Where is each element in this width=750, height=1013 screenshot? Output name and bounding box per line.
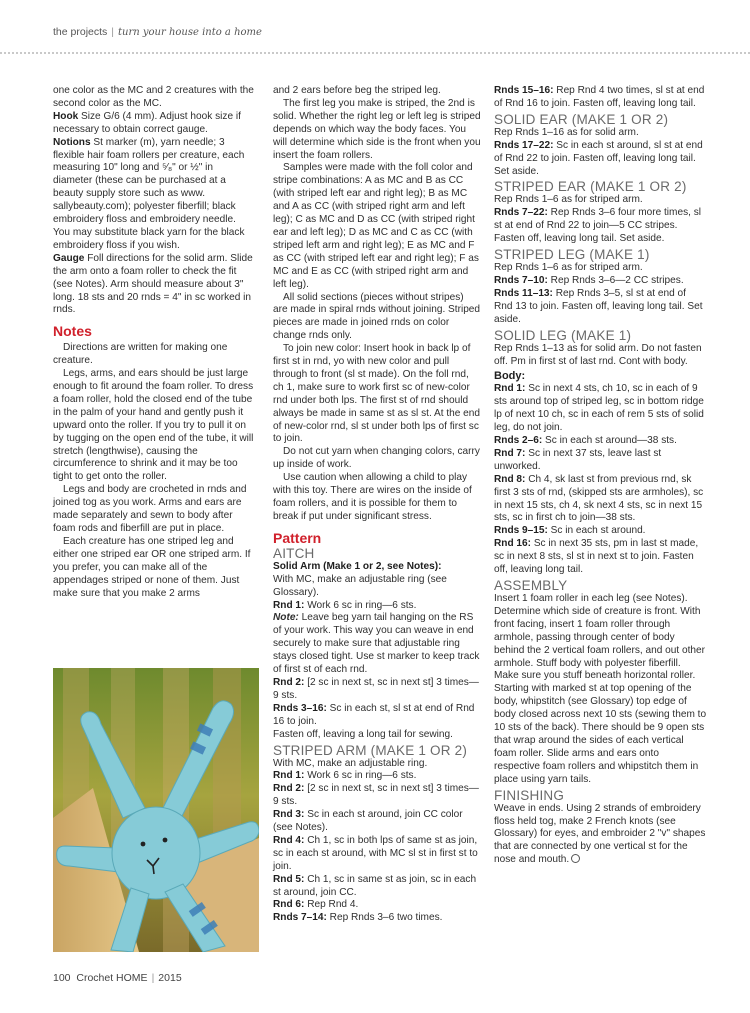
- instruction-line: [494, 140, 707, 179]
- round-text: [2 sc in next st, sc in next st] 3 times—9 sts.: [273, 676, 479, 701]
- round-label: Rnds 9–15:: [494, 525, 548, 537]
- body-paragraph: Use caution when allowing a child to play with this toy. There are wires on the inside of foam rollers, and it is possible for them to break if put under significant stress.: [273, 472, 472, 522]
- round-text: Rep Rnds 3–6—2 CC stripes.: [547, 274, 684, 286]
- pattern-heading: Pattern: [273, 529, 322, 546]
- round-label: Rnds 2–6:: [494, 435, 543, 447]
- round-label: Rnd 2:: [273, 676, 305, 688]
- round-label: Rnds 17–22:: [494, 139, 554, 151]
- round-label: Rnd 5:: [273, 873, 305, 885]
- gauge-label: Gauge: [53, 252, 85, 264]
- instruction-line: [273, 835, 481, 874]
- notes-paragraph: Directions are written for making one creature.: [53, 342, 228, 367]
- finishing-paragraph: [494, 803, 707, 868]
- instruction-line: Rep Rnds 1–16 as for solid arm.: [494, 126, 639, 138]
- round-text: Sc in each st around, sl st at end of Rnd 22 to join. Fasten off, leaving long tail. Set aside.: [494, 139, 703, 177]
- round-text: Rep Rnds 3–5, sl st at end of Rnd 13 to join. Fasten off, leaving long tail. Set aside.: [494, 287, 703, 325]
- notes-paragraph: Each creature has one striped leg and either one striped ear OR one striped arm. If you prefer, you can make all of the appendages striped or none of them. Just make sure that you make 2 arms: [53, 535, 251, 599]
- assembly-heading: ASSEMBLY: [494, 578, 568, 593]
- hook-paragraph: [53, 111, 254, 137]
- finishing-text: Weave in ends. Using 2 strands of embroidery floss held tog, make 2 French knots (see Glossary) for eyes, and embroider 2 "v" shapes that are connected by one vertical st for the nose and mouth.: [494, 802, 706, 866]
- instruction-line: Fasten off, leaving a long tail for sewing.: [273, 728, 453, 740]
- instruction-line: [494, 288, 707, 327]
- round-label: Rnds 7–14:: [273, 912, 327, 924]
- aitch-heading: AITCH: [273, 545, 315, 561]
- round-label: Rnd 6:: [273, 899, 305, 911]
- note-label: Note:: [273, 612, 299, 624]
- round-label: Rnd 7:: [494, 447, 526, 459]
- round-label: Rnd 1:: [273, 770, 305, 782]
- column-3: [494, 85, 707, 867]
- finishing-heading: FINISHING: [494, 787, 565, 803]
- round-label: Rnd 1:: [494, 383, 526, 395]
- instruction-line: With MC, make an adjustable ring (see Glossary).: [273, 573, 447, 598]
- round-text: Rep Rnd 4 two times, sl st at end of Rnd 16 to join. Fasten off, leaving long tail.: [494, 85, 705, 109]
- instruction-line: [494, 383, 707, 435]
- gauge-text: Foll directions for the solid arm. Slide the arm onto a foam roller to check the fit (see Notes). Arm should measure about 3" long. 18 sts and 20 rnds = 4" in sc worked in rnds.: [53, 252, 253, 316]
- notions-text: St marker (m), yarn needle; 3 flexible hair foam rollers per creature, each measuring 10" long and ⁵⁄₈" or ½" in diameter (these can be purchased at a beauty supply store such as www. sallybeauty.com); polyester fiberfill; black embroidery floss and embroidery needle. You may substitute black yarn for the black embroidery floss if you wish.: [53, 136, 245, 251]
- round-text: Sc in each st, sl st at end of Rnd 16 to join.: [273, 702, 475, 727]
- round-label: Rnd 8:: [494, 473, 526, 485]
- header-dotted-rule: [0, 52, 750, 54]
- instruction-line: [273, 899, 481, 912]
- instruction-line: [273, 677, 481, 703]
- round-label: Rnd 4:: [273, 834, 305, 846]
- solid-arm-label: Solid Arm (Make 1 or 2, see Notes):: [273, 560, 442, 572]
- round-text: Rep Rnd 4.: [304, 899, 359, 911]
- footer-separator: |: [151, 972, 155, 984]
- intro-paragraph: one color as the MC and 2 creatures with the second color as the MC.: [53, 85, 254, 109]
- page-header: [53, 26, 262, 38]
- body-heading: Body:: [494, 370, 526, 383]
- round-label: Rnds 7–10:: [494, 274, 548, 286]
- round-text: Sc in next 37 sts, leave last st unworked.: [494, 447, 662, 472]
- instruction-line: [273, 561, 481, 574]
- instruction-line: [273, 703, 481, 729]
- notes-paragraph: Legs, arms, and ears should be just large enough to fit around the foam roller. To dress a foam roller, hold the closed end of the tube in the palm of your hand and gently push it upward onto the roller. If you try to pull it on by tugging on the open end of the tube, it will stretch (lengthwise), causing the circumference to shrink and it may be too tight to get onto the roller.: [53, 368, 254, 483]
- striped-ear-heading: STRIPED EAR (MAKE 1 OR 2): [494, 179, 687, 195]
- notes-heading: Notes: [53, 323, 92, 340]
- instruction-line: [494, 275, 707, 288]
- header-tagline: turn your house into a home: [118, 27, 262, 38]
- round-text: Sc in each st around—38 sts.: [542, 435, 677, 447]
- round-text: Ch 4, sk last st from previous rnd, sk first 3 sts of rnd, (skipped sts are armholes), sc in next 15 sts, ch 4, sk next 4 sts, sc in next 15 sts, sc in first ch to join—38 sts.: [494, 473, 704, 524]
- round-label: Rnd 16:: [494, 538, 532, 550]
- round-label: Rnds 15–16:: [494, 85, 554, 96]
- round-text: Sc in each st around.: [547, 525, 646, 537]
- header-section: the projects: [53, 26, 108, 38]
- round-text: Sc in next 4 sts, ch 10, sc in each of 9 sts around top of striped leg, sc in bottom ridge lp of next 10 ch, sc in each of rem 5 sts of solid leg, do not join.: [494, 383, 704, 434]
- page-number: 100: [53, 972, 71, 984]
- round-label: Rnd 2:: [273, 783, 305, 795]
- instruction-line: [494, 538, 707, 577]
- instruction-line: [273, 809, 481, 835]
- instruction-line: [273, 912, 481, 925]
- note-text: Leave beg yarn tail hanging on the RS of your work. This way you can weave in end securely to make sure that adjustable ring stays closed tight. Use st marker to keep track of first st of each rnd.: [273, 612, 480, 676]
- round-text: Ch 1, sc in both lps of same st as join, sc in each st around, with MC sl st in first st to join.: [273, 834, 478, 872]
- instruction-line: [494, 448, 707, 474]
- body-paragraph: Do not cut yarn when changing colors, carry up inside of work.: [273, 446, 480, 471]
- body-paragraph: Samples were made with the foll color and stripe combinations: A as MC and B as CC (with striped left ear and right leg); B as MC and A as CC (with striped right arm and left leg); C as MC and D as CC (with striped right ear and left leg); D as MC and C as CC (with striped left arm and right leg); E as MC and F as CC (with striped left ear and right leg); F as MC and E as CC (with striped right arm and left leg).: [273, 162, 479, 290]
- round-text: Sc in each st around, join CC color (see Notes).: [273, 809, 463, 834]
- header-separator: |: [111, 26, 115, 38]
- instruction-line: [273, 770, 481, 783]
- assembly-paragraph: Insert 1 foam roller in each leg (see Notes). Determine which side of creature is front. With front facing, insert 1 foam roller through armhole, passing through center of body behind the 2 vertical foam rollers, and out other armhole. Stuff body with polyester fiberfill. Make sure you stuff beneath horizontal roller. Starting with marked st at top opening of the body, whipstitch (see Glossary) top edge of body closed across next 10 sts (sewing them to 10 sts of the back). There should be 9 open sts that wrap around the sides of each vertical foam roller. Slide arms and ears onto respective foam rollers and whipstitch them in place using yarn tails.: [494, 593, 707, 785]
- round-text: [2 sc in next st, sc in next st] 3 times—9 sts.: [273, 783, 479, 808]
- instruction-line: [494, 85, 707, 111]
- issue-year: 2015: [158, 972, 182, 984]
- body-paragraph: The first leg you make is striped, the 2nd is solid. Whether the right leg or left leg is striped depends on which way the body faces. You will determine which side is the front when you insert the foam rollers.: [273, 97, 481, 161]
- end-of-article-icon: [571, 854, 580, 863]
- notions-label: Notions: [53, 136, 91, 148]
- hook-text: Size G/6 (4 mm). Adjust hook size if necessary to obtain correct gauge.: [53, 110, 241, 135]
- round-label: Rnds 11–13:: [494, 287, 553, 299]
- gauge-paragraph: [53, 253, 254, 318]
- round-text: Rep Rnds 3–6 four more times, sl st at end of Rnd 22 to join—5 CC stripes. Fasten off, leaving long tail. Set aside.: [494, 207, 702, 245]
- instruction-line: [494, 207, 707, 246]
- instruction-line: [273, 783, 481, 809]
- round-text: Ch 1, sc in same st as join, sc in each st around, join CC.: [273, 873, 477, 898]
- notions-paragraph: [53, 137, 254, 253]
- page-footer: [53, 972, 182, 984]
- round-text: Rep Rnds 3–6 two times.: [326, 912, 443, 924]
- striped-arm-heading: STRIPED ARM (MAKE 1 OR 2): [273, 742, 468, 758]
- instruction-line: [273, 874, 481, 900]
- instruction-line: [273, 600, 481, 613]
- notes-paragraph: Legs and body are crocheted in rnds and joined tog as you work. Arms and ears are made separately and sewn to body after foam rods and fiberfill are put in place.: [53, 484, 247, 534]
- instruction-line: [494, 435, 707, 448]
- body-paragraph: All solid sections (pieces without stripes) are made in spiral rnds without joining. Striped pieces are made in joined rnds on color change rnds only.: [273, 291, 481, 342]
- creature-photo: [53, 668, 259, 952]
- column-2: [273, 85, 481, 925]
- round-label: Rnds 3–16:: [273, 702, 327, 714]
- instruction-line: [273, 612, 481, 677]
- round-text: Work 6 sc in ring—6 sts.: [304, 599, 417, 611]
- striped-leg-heading: STRIPED LEG (MAKE 1): [494, 247, 650, 263]
- body-paragraph: and 2 ears before beg the striped leg.: [273, 85, 441, 96]
- instruction-line: With MC, make an adjustable ring.: [273, 757, 428, 769]
- round-label: Rnds 7–22:: [494, 207, 548, 219]
- instruction-line: Rep Rnds 1–13 as for solid arm. Do not fasten off. Pm in first st of last rnd. Cont with body.: [494, 342, 702, 367]
- round-text: Work 6 sc in ring—6 sts.: [304, 770, 417, 782]
- solid-leg-heading: SOLID LEG (MAKE 1): [494, 327, 632, 343]
- instruction-line: Rep Rnds 1–6 as for striped arm.: [494, 262, 643, 274]
- magazine-name: Crochet HOME: [76, 972, 148, 984]
- instruction-line: [494, 525, 707, 538]
- solid-ear-heading: SOLID EAR (MAKE 1 OR 2): [494, 111, 669, 127]
- round-label: Rnd 1:: [273, 599, 305, 611]
- instruction-line: [494, 474, 707, 526]
- hook-label: Hook: [53, 110, 79, 122]
- instruction-line: Rep Rnds 1–6 as for striped arm.: [494, 194, 643, 206]
- column-1: [53, 85, 254, 600]
- crochet-creature-illustration: [53, 668, 259, 952]
- round-label: Rnd 3:: [273, 809, 305, 821]
- body-paragraph: To join new color: Insert hook in back lp of first st in rnd, yo with new color and pull through to front (sl st made). On the foll rnd, ch 1, make sure to work first sc of new-color rnd under both lps. The first st of rnd should always be made in same st as sl st. At the end of new-color rnd, sl st under both lps of first sc to join.: [273, 343, 481, 445]
- round-text: Sc in next 35 sts, pm in last st made, sc in next 8 sts, sl st in next st to join. Fasten off, leaving long tail.: [494, 538, 699, 576]
